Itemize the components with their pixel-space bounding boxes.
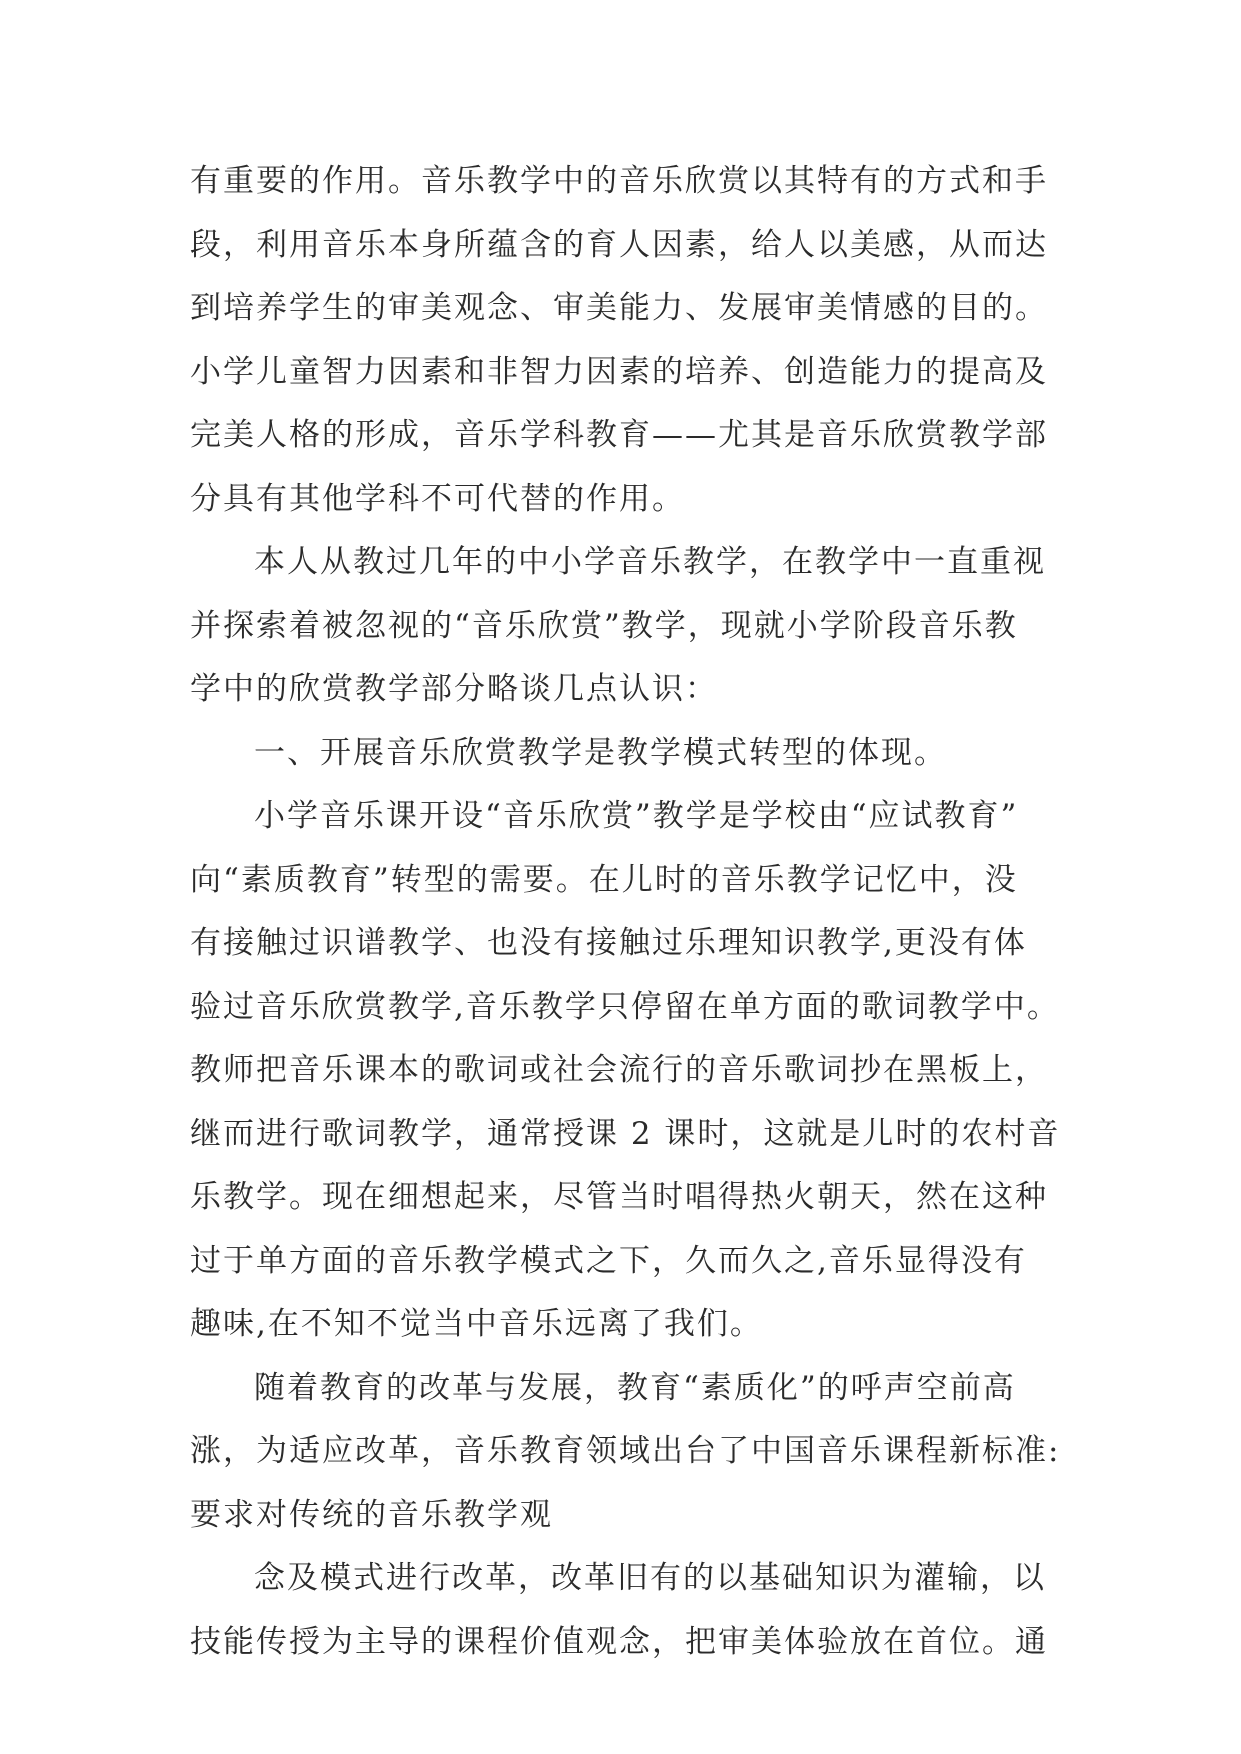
text-line: 要求对传统的音乐教学观 <box>190 1496 553 1533</box>
text-line: 到培养学生的审美观念、审美能力、发展审美情感的目的。 <box>190 290 1048 326</box>
text-line: 涨，为适应改革，音乐教育领域出台了中国音乐课程新标准: <box>190 1433 1061 1469</box>
paragraph-first-line: 本人从教过几年的中小学音乐教学，在教学中一直重视 <box>254 544 1046 580</box>
text-line: 乐教学。现在细想起来，尽管当时唱得热火朝天，然在这种 <box>190 1179 1048 1215</box>
text-line: 继而进行歌词教学，通常授课 2 课时，这就是儿时的农村音 <box>190 1115 1061 1152</box>
text-line: 过于单方面的音乐教学模式之下，久而久之,音乐显得没有 <box>190 1242 1027 1279</box>
text-line: 学中的欣赏教学部分略谈几点认识： <box>190 671 718 707</box>
text-line: 有重要的作用。音乐教学中的音乐欣赏以其特有的方式和手 <box>190 163 1048 199</box>
text-line: 向“素质教育”转型的需要。在儿时的音乐教学记忆中，没 <box>190 861 1018 898</box>
text-line: 验过音乐欣赏教学,音乐教学只停留在单方面的歌词教学中。 <box>190 988 1060 1025</box>
paragraph-first-line: 念及模式进行改革，改革旧有的以基础知识为灌输，以 <box>254 1560 1046 1596</box>
text-line: 教师把音乐课本的歌词或社会流行的音乐歌词抄在黑板上， <box>190 1052 1048 1088</box>
paragraph-first-line: 小学音乐课开设“音乐欣赏”教学是学校由“应试教育” <box>254 798 1019 834</box>
text-line: 技能传授为主导的课程价值观念，把审美体验放在首位。通 <box>190 1623 1048 1660</box>
text-line: 并探索着被忽视的“音乐欣赏”教学，现就小学阶段音乐教 <box>190 607 1018 644</box>
text-line: 小学儿童智力因素和非智力因素的培养、创造能力的提高及 <box>190 353 1048 390</box>
text-line: 有接触过识谱教学、也没有接触过乐理知识教学,更没有体 <box>190 925 1027 961</box>
text-line: 完美人格的形成，音乐学科教育——尤其是音乐欣赏教学部 <box>190 417 1048 453</box>
section-heading: 一、开展音乐欣赏教学是教学模式转型的体现。 <box>254 734 947 771</box>
document-body <box>190 150 1070 1674</box>
text-line: 趣味,在不知不觉当中音乐远离了我们。 <box>190 1306 763 1342</box>
text-line: 段，利用音乐本身所蕴含的育人因素，给人以美感，从而达 <box>190 226 1048 263</box>
paragraph-first-line: 随着教育的改革与发展，教育“素质化”的呼声空前高 <box>254 1369 1016 1406</box>
text-line: 分具有其他学科不可代替的作用。 <box>190 480 685 517</box>
